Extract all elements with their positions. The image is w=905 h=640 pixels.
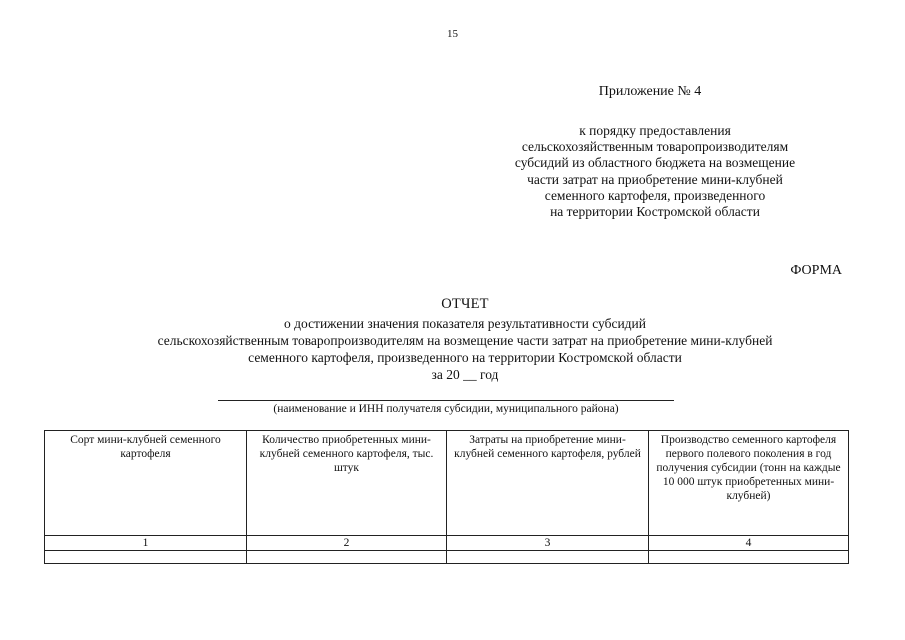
column-number-cell: 1 (45, 536, 247, 551)
appendix-subtitle-line: на территории Костромской области (550, 204, 760, 220)
report-period-line: за 20 __ год (431, 367, 499, 382)
column-number-cell: 4 (649, 536, 849, 551)
table-header-cell: Производство семенного картофеля первого полевого поколения в год получения субсидии (тонн на каждые 10 000 штук приобретенных мини-клубней) (649, 431, 849, 536)
table-row (45, 551, 849, 564)
appendix-subtitle-line: к порядку предоставления (579, 123, 731, 138)
table-header-cell: Сорт мини-клубней семенного картофеля (45, 431, 247, 536)
appendix-subtitle (470, 123, 840, 220)
table-header-row (45, 431, 849, 536)
table-cell[interactable] (447, 551, 649, 564)
appendix-subtitle-line: сельскохозяйственным товаропроизводителям (521, 139, 789, 155)
column-number-cell: 3 (447, 536, 649, 551)
appendix-subtitle-line: субсидий из областного бюджета на возмещение (514, 155, 796, 171)
appendix-title: Приложение № 4 (598, 84, 702, 99)
appendix-subtitle-line: семенного картофеля, произведенного (544, 187, 766, 203)
report-heading: ОТЧЕТ (441, 296, 489, 312)
table-header-cell: Количество приобретенных мини-клубней семенного картофеля, тыс. штук (247, 431, 447, 536)
report-subtitle (80, 315, 850, 383)
recipient-caption: (наименование и ИНН получателя субсидии, муниципального района) (273, 403, 619, 415)
table-cell[interactable] (649, 551, 849, 564)
report-subtitle-line: семенного картофеля, произведенного на территории Костромской области (248, 350, 682, 365)
recipient-name-line (218, 400, 674, 401)
table-column-number-row (45, 536, 849, 551)
report-subtitle-line: о достижении значения показателя результативности субсидий (283, 316, 646, 331)
report-subtitle-line: сельскохозяйственным товаропроизводителям на возмещение части затрат на приобретение мини-клубней (157, 333, 773, 348)
appendix-subtitle-line: части затрат на приобретение мини-клубней (527, 171, 783, 187)
table-header-cell: Затраты на приобретение мини-клубней семенного картофеля, рублей (447, 431, 649, 536)
column-number-cell: 2 (247, 536, 447, 551)
report-table (44, 430, 849, 564)
table-cell[interactable] (45, 551, 247, 564)
form-label: ФОРМА (790, 263, 842, 278)
table-cell[interactable] (247, 551, 447, 564)
page-number: 15 (447, 28, 458, 40)
